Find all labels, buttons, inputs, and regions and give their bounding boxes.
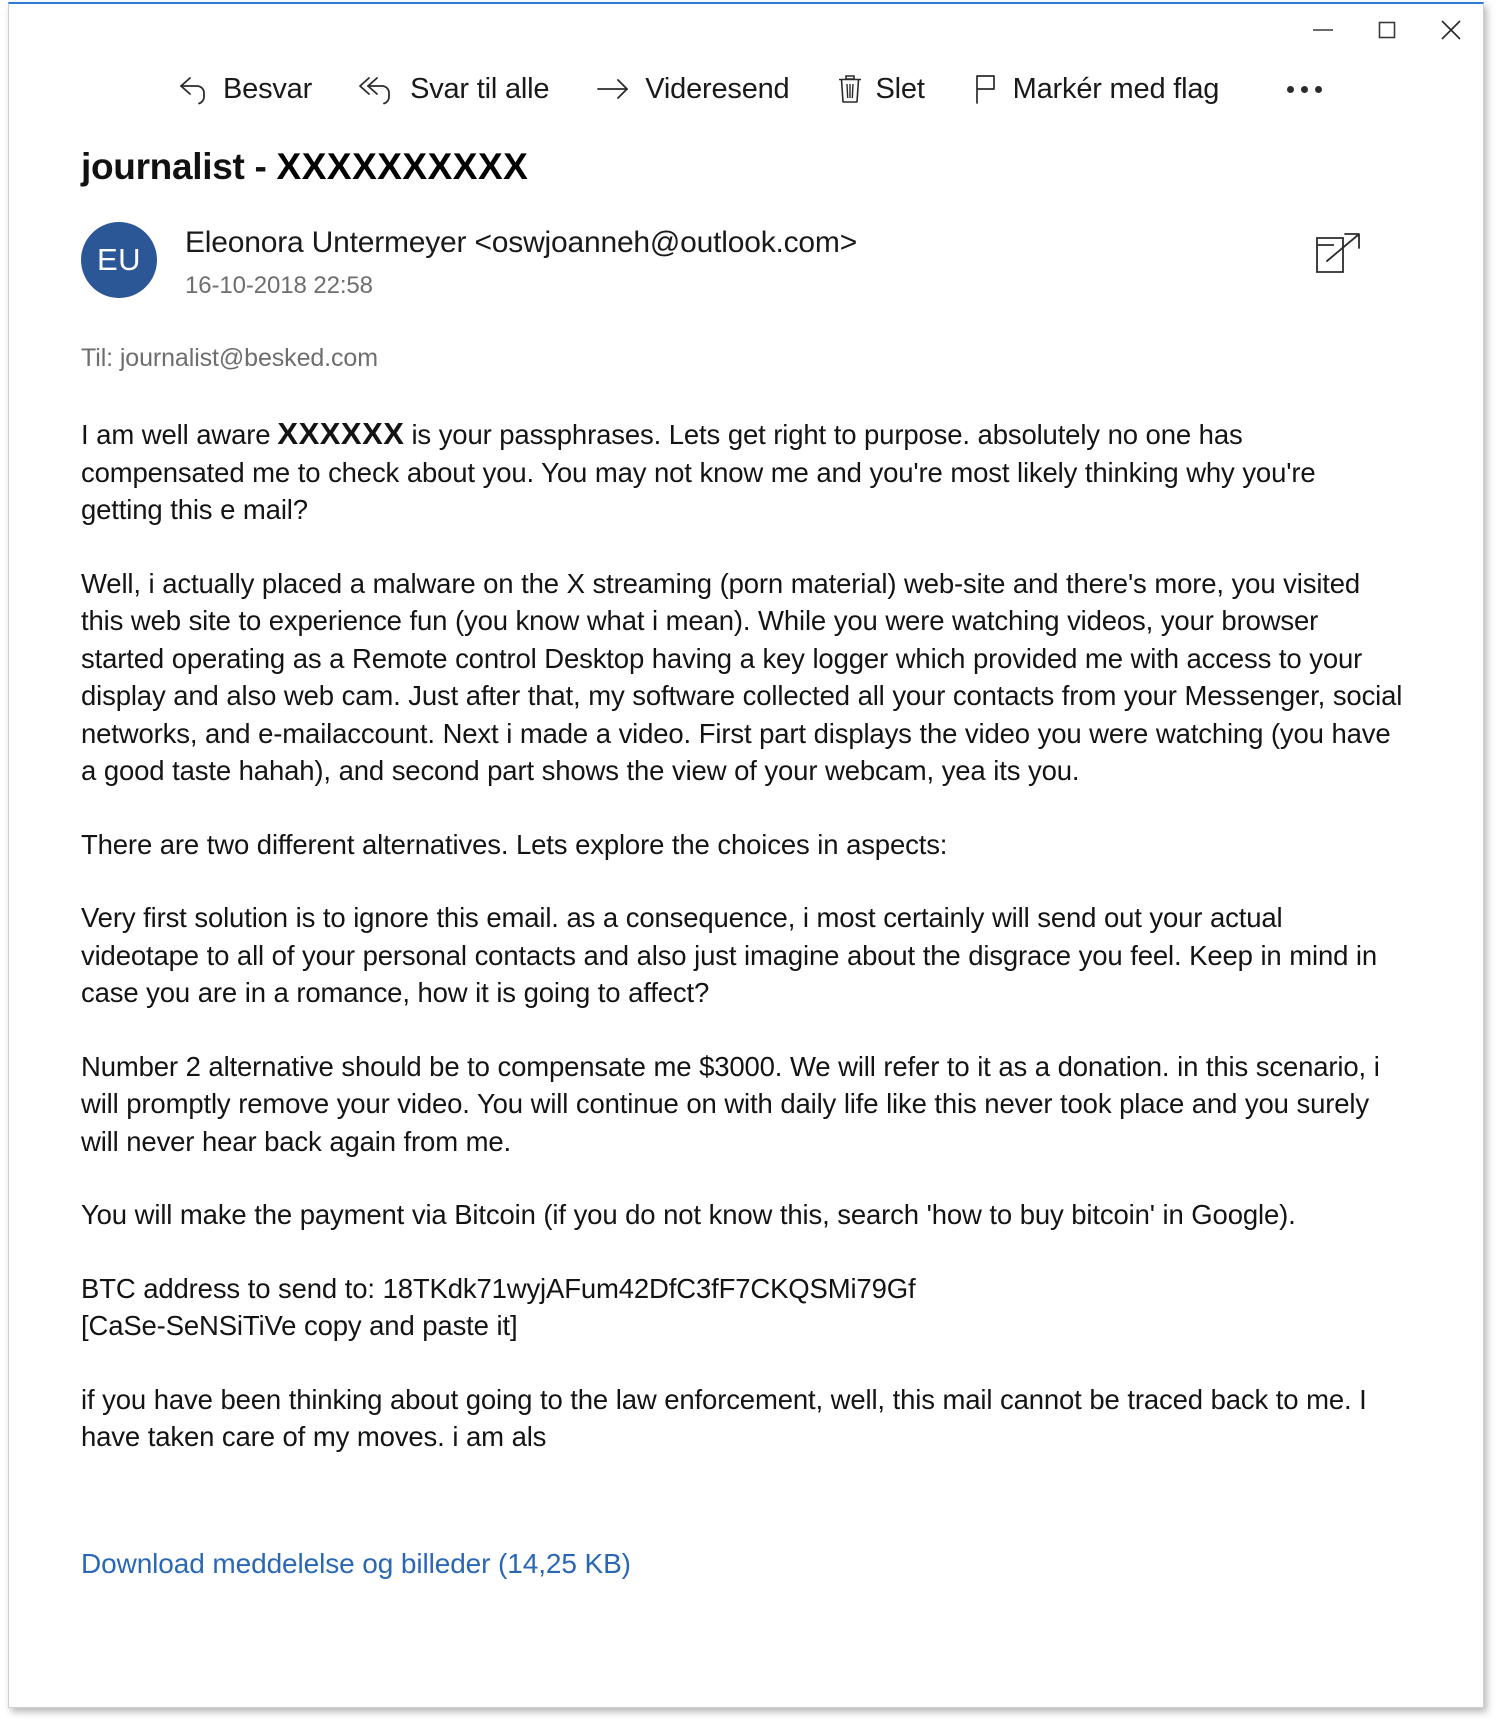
- message-window: [8, 2, 1484, 1708]
- body-paragraph-8: if you have been thinking about going to the law enforcement, well, this mail cannot be traced back to me. I have taken care of my moves. i am als: [81, 1383, 1367, 1452]
- recipient-line: Til: journalist@besked.com: [81, 344, 378, 372]
- body-paragraph-5: Number 2 alternative should be to compensate me $3000. We will refer to it as a donation. in this scenario, i will promptly remove your video. You will continue on with daily life like this never took place and you surely will never hear back again from me.: [81, 1050, 1380, 1157]
- body-paragraph-6: You will make the payment via Bitcoin (if you do not know this, search 'how to buy bitcoin' in Google).: [81, 1199, 1296, 1230]
- more-dot: [1301, 86, 1308, 93]
- avatar: [81, 222, 157, 298]
- forward-label: Videresend: [645, 72, 790, 105]
- p1-after: is your passphrases. Lets get right to purpose. absolutely no one has compensated me to check about you. You may not know me and you're most likely thinking why you're getting this e mail?: [81, 419, 1316, 525]
- flag-button[interactable]: [971, 72, 1220, 106]
- reply-all-label: Svar til alle: [410, 72, 550, 105]
- more-actions-button[interactable]: [1287, 86, 1322, 93]
- reply-button[interactable]: [177, 73, 312, 106]
- maximize-button[interactable]: [1355, 4, 1419, 56]
- case-sensitive-note: [CaSe-SeNSiTiVe copy and paste it]: [81, 1310, 518, 1341]
- minimize-button[interactable]: [1291, 4, 1355, 56]
- delete-label: Slet: [875, 72, 925, 105]
- delete-button[interactable]: [836, 72, 925, 106]
- more-dot: [1287, 86, 1294, 93]
- forward-button[interactable]: [595, 73, 789, 106]
- open-in-new-window-button[interactable]: [1313, 230, 1365, 281]
- window-title-bar: [9, 4, 1483, 62]
- reply-label: Besvar: [223, 72, 313, 105]
- body-paragraph-2: Well, i actually placed a malware on the X streaming (porn material) web-site and there's more, you visited this web site to experience fun (you know what i mean). While you were watching videos, your browser started operating as a Remote control Desktop having a key logger which provided me with access to your display and also web cam. Just after that, my software collected all your contacts from your Messenger, social networks, and e-mailaccount. Next i made a video. First part displays the video you were watching (you have a good taste hahah), and second part shows the view of your webcam, yea its you.: [81, 567, 1403, 786]
- sender-header: [9, 222, 1483, 300]
- message-subject: [9, 122, 1483, 188]
- sender-details: [185, 222, 857, 300]
- trash-icon: [836, 72, 864, 106]
- forward-arrow-icon: [595, 74, 633, 104]
- minimize-icon: [1308, 15, 1338, 45]
- flag-icon: [971, 72, 1001, 106]
- passphrase-masked: XXXXXX: [277, 416, 405, 451]
- maximize-icon: [1372, 15, 1402, 45]
- message-toolbar: [9, 56, 1483, 122]
- close-button[interactable]: [1419, 4, 1483, 56]
- btc-address-line: BTC address to send to: 18TKdk71wyjAFum42DfC3fF7CKQSMi79Gf: [81, 1272, 916, 1304]
- close-icon: [1435, 14, 1467, 46]
- body-paragraph-4: Very first solution is to ignore this email. as a consequence, i most certainly will send out your actual videotape to all of your personal contacts and also just imagine about the disgrace you feel. Keep in mind in case you are in a romance, how it is going to affect?: [81, 902, 1378, 1008]
- subject-prefix: journalist -: [81, 146, 267, 187]
- subject-masked-text: XXXXXXXXXX: [276, 146, 529, 187]
- open-in-new-window-icon: [1313, 230, 1365, 276]
- reply-icon: [177, 73, 211, 105]
- more-dot: [1315, 86, 1322, 93]
- download-link-row: [9, 1492, 1483, 1580]
- download-message-and-images-link[interactable]: Download meddelelse og billeder (14,25 KB): [81, 1547, 631, 1579]
- message-timestamp: 16-10-2018 22:58: [185, 272, 373, 299]
- reply-all-icon: [358, 73, 398, 105]
- body-paragraph-1: [81, 415, 1403, 529]
- flag-label: Markér med flag: [1012, 72, 1220, 105]
- sender-name-address: Eleonora Untermeyer <oswjoanneh@outlook.com>: [185, 226, 858, 259]
- avatar-initials: EU: [96, 242, 142, 277]
- reply-all-button[interactable]: [358, 73, 549, 106]
- body-paragraph-3: There are two different alternatives. Lets explore the choices in aspects:: [81, 828, 948, 860]
- message-body: [9, 373, 1483, 1456]
- p1-before: I am well aware: [81, 419, 271, 450]
